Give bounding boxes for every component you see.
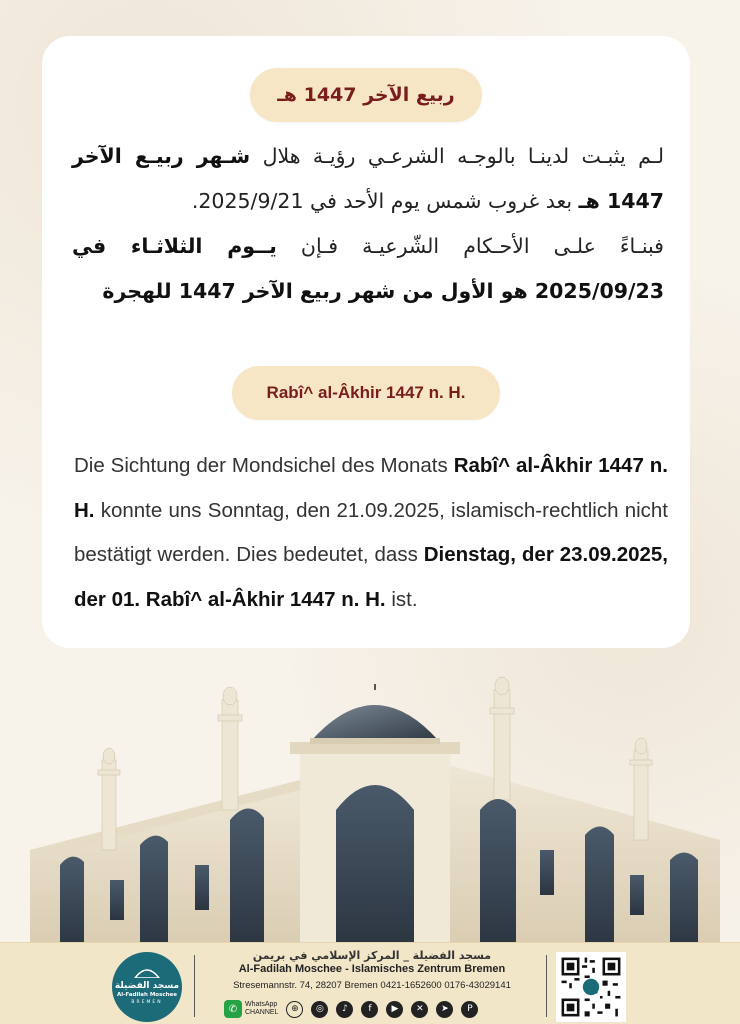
announcement-card <box>42 36 690 648</box>
footer-divider-left <box>194 955 195 1017</box>
arabic-announcement <box>72 134 664 314</box>
globe-icon[interactable]: ⊕ <box>286 1001 303 1018</box>
mosque-logo <box>112 952 182 1022</box>
qr-code-icon[interactable] <box>556 952 626 1022</box>
arabic-title-badge: ربيع الآخر 1447 هـ <box>250 68 482 122</box>
logo-english-text: Al-Fadilah Moschee <box>117 992 177 998</box>
dome-icon <box>132 962 162 978</box>
arabic-bold-1: شـهر ربيـع الآخر 1447 هـ <box>72 144 664 213</box>
footer <box>0 942 740 1024</box>
german-title-badge: Rabî^ al-Âkhir 1447 n. H. <box>232 366 500 420</box>
social-links <box>224 1000 478 1018</box>
arabic-text-1: لـم يثبـت لدينـا بالوجـه الشرعـي رؤيـة هلال <box>250 144 664 168</box>
whatsapp-channel-link[interactable] <box>224 1000 278 1018</box>
german-bold-2: Dienstag, der 23.09.2025, der 01. Rabî^ al-Âkhir 1447 n. H. <box>74 543 668 611</box>
logo-arabic-text: مسجد الفضيلة <box>114 981 180 991</box>
youtube-icon[interactable]: ▶ <box>386 1001 403 1018</box>
footer-divider-right <box>546 955 547 1017</box>
whatsapp-icon: ✆ <box>224 1000 242 1018</box>
german-bold-1: Rabî^ al-Âkhir 1447 n. H. <box>74 454 668 522</box>
mosque-building-image <box>0 660 740 950</box>
german-text-2: konnte uns Sonntag, den 21.09.2025, islamisch-rechtlich nicht bestätigt werden. Dies bedeutet, dass <box>74 498 668 566</box>
footer-name-arabic: مسجد الفضيلة _ المركز الإسلامي في بريمن <box>252 949 492 962</box>
whatsapp-label <box>245 1001 278 1017</box>
arabic-text-2: بعد غروب شمس يوم الأحد في 2025/9/21. <box>191 189 579 213</box>
logo-city-text: BREMEN <box>131 1000 163 1005</box>
pinterest-icon[interactable]: P <box>461 1001 478 1018</box>
footer-address: Stresemannstr. 74, 28207 Bremen 0421-1652600 0176-43029141 <box>233 980 511 991</box>
german-text-3: ist. <box>385 587 418 611</box>
footer-info <box>200 949 544 991</box>
instagram-icon[interactable]: ◎ <box>311 1001 328 1018</box>
german-text-1: Die Sichtung der Mondsichel des Monats <box>74 454 454 477</box>
tiktok-icon[interactable]: ♪ <box>336 1001 353 1018</box>
footer-name-german: Al-Fadilah Moschee - Islamisches Zentrum Bremen <box>238 963 506 975</box>
telegram-icon[interactable]: ➤ <box>436 1001 453 1018</box>
whatsapp-label-1: WhatsApp <box>245 1001 278 1008</box>
german-announcement <box>74 444 668 622</box>
x-icon[interactable]: ✕ <box>411 1001 428 1018</box>
facebook-icon[interactable]: f <box>361 1001 378 1018</box>
arabic-text-3: فبنـاءً علـى الأحـكام الشّرعيـة فـإن <box>276 234 664 258</box>
whatsapp-label-2: CHANNEL <box>245 1009 279 1016</box>
arabic-bold-2: يــوم الثلاثـاء في 2025/09/23 هو الأول من شهر ربيع الآخر 1447 للهجرة <box>72 234 664 303</box>
